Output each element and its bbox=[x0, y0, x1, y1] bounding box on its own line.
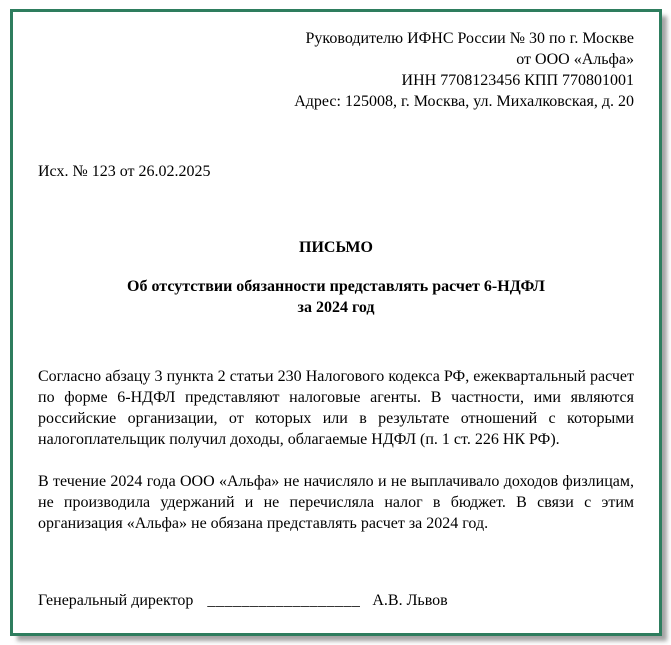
signature-line: __________________ bbox=[207, 592, 361, 609]
recipient-header bbox=[38, 28, 634, 112]
signature-name: А.В. Львов bbox=[372, 592, 448, 609]
inn-kpp-line: ИНН 7708123456 КПП 770801001 bbox=[401, 72, 634, 89]
signature-row bbox=[38, 590, 634, 611]
address-line: Адрес: 125008, г. Москва, ул. Михалковская, д. 20 bbox=[294, 93, 634, 110]
letter-subject bbox=[38, 276, 634, 318]
letter-subject-line2: за 2024 год bbox=[297, 299, 375, 316]
body-paragraph-1: Согласно абзацу 3 пункта 2 статьи 230 Налогового кодекса РФ, ежеквартальный расчет по форме 6-НДФЛ представляют налоговые агенты. В частности, ими являются российские организации, от которых или в результате отношений с которыми налогоплательщик получил доходы, облагаемые НДФЛ (п. 1 ст. 226 НК РФ). bbox=[38, 368, 634, 448]
body-paragraph-2: В течение 2024 года ООО «Альфа» не начисляло и не выплачивало доходов физлицам, не производила удержаний и не перечисляла налог в бюджет. В связи с этим организация «Альфа» не обязана представлять расчет за 2024 год. bbox=[38, 473, 634, 532]
letter-title: ПИСЬМО bbox=[299, 239, 373, 256]
sender-line: от ООО «Альфа» bbox=[516, 51, 634, 68]
outgoing-number: Исх. № 123 от 26.02.2025 bbox=[38, 163, 211, 180]
letter-subject-line1: Об отсутствии обязанности представлять расчет 6-НДФЛ bbox=[127, 278, 545, 295]
document-border-frame bbox=[10, 9, 662, 636]
signature-position: Генеральный директор bbox=[38, 592, 194, 609]
recipient-line: Руководителю ИФНС России № 30 по г. Москве bbox=[305, 30, 634, 47]
